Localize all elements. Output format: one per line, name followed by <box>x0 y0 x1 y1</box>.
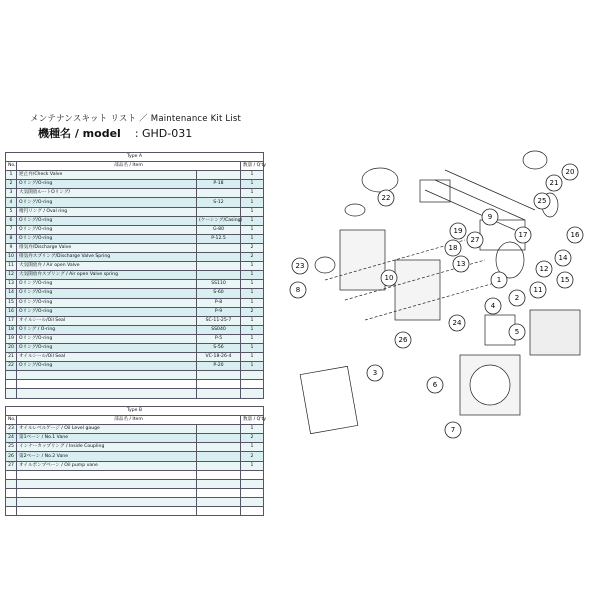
row-no: 20 <box>6 343 17 352</box>
row-name: Oリング/O-ring <box>17 362 197 371</box>
row-name: オイルレベルゲージ / Oil Level gauge <box>17 425 197 434</box>
callout-label: 20 <box>565 168 575 176</box>
row-qty: 1 <box>241 425 264 434</box>
col-no: No. <box>6 416 17 425</box>
table-row <box>6 207 264 216</box>
table-row <box>6 307 264 316</box>
table-row <box>6 262 264 271</box>
row-item: S-60 <box>197 289 241 298</box>
gauge-shape <box>315 257 335 273</box>
table-row <box>6 343 264 352</box>
row-name: Oリング/O-ring <box>17 198 197 207</box>
table-row <box>6 461 264 470</box>
row-no: 9 <box>6 243 17 252</box>
row-item <box>197 497 241 506</box>
row-item: P-8 <box>197 298 241 307</box>
row-qty: 1 <box>241 362 264 371</box>
model-label: 機種名 / model <box>38 127 121 140</box>
oring-shape <box>523 151 547 169</box>
row-qty: 1 <box>241 280 264 289</box>
table-row <box>6 316 264 325</box>
callout-label: 5 <box>514 328 520 336</box>
row-name: オイルシール/Oil Seal <box>17 316 197 325</box>
row-qty: 1 <box>241 443 264 452</box>
callout-label: 19 <box>453 227 463 235</box>
table-row <box>6 216 264 225</box>
casing-shape <box>395 260 440 320</box>
col-name: 部品名 / Item <box>17 416 241 425</box>
row-qty: 1 <box>241 262 264 271</box>
row-no: 10 <box>6 253 17 262</box>
callout-label: 17 <box>518 231 528 239</box>
row-qty <box>241 389 264 398</box>
row-item: SC-11-25-7 <box>197 316 241 325</box>
type-a-rows <box>6 171 264 398</box>
row-item: P-5 <box>197 334 241 343</box>
callout-label: 16 <box>570 231 580 239</box>
row-no <box>6 497 17 506</box>
callout-label: 18 <box>448 244 458 252</box>
row-name: Oリング/O-ring <box>17 334 197 343</box>
callout-label: 26 <box>398 336 408 344</box>
row-name: Oリング/O-ring <box>17 307 197 316</box>
row-qty <box>241 380 264 389</box>
row-qty: 1 <box>241 198 264 207</box>
callout-label: 10 <box>384 274 394 282</box>
row-item <box>197 488 241 497</box>
table-row <box>6 280 264 289</box>
callout-label: 27 <box>470 236 480 244</box>
row-name: 大気開放ルートOリング/ <box>17 189 197 198</box>
row-no: 24 <box>6 434 17 443</box>
row-qty <box>241 470 264 479</box>
cover-shape <box>420 180 450 202</box>
row-name: オイルシール/Oil Seal <box>17 353 197 362</box>
row-qty: 1 <box>241 207 264 216</box>
row-name <box>17 389 197 398</box>
row-name: 排気弁スプリング/Discharge Valve Spring <box>17 253 197 262</box>
row-item <box>197 389 241 398</box>
row-qty: 1 <box>241 180 264 189</box>
row-item <box>197 479 241 488</box>
table-row <box>6 362 264 371</box>
type-b-title: Type B <box>6 407 264 416</box>
row-item: P-12.5 <box>197 234 241 243</box>
row-item: P-20 <box>197 362 241 371</box>
row-item: P-18 <box>197 180 241 189</box>
row-name <box>17 507 197 516</box>
blank-row <box>6 488 264 497</box>
row-qty: 2 <box>241 243 264 252</box>
row-no: 17 <box>6 316 17 325</box>
row-qty: 1 <box>241 325 264 334</box>
blank-row <box>6 380 264 389</box>
row-qty: 1 <box>241 334 264 343</box>
row-name: 逆止弁/Check Valve <box>17 171 197 180</box>
row-item <box>197 253 241 262</box>
row-name <box>17 470 197 479</box>
row-no: 16 <box>6 307 17 316</box>
table-row <box>6 353 264 362</box>
model-value: : GHD-031 <box>134 127 193 140</box>
row-name: Oリング/O-ring <box>17 216 197 225</box>
exploded-parts-diagram <box>285 140 595 460</box>
row-item <box>197 507 241 516</box>
row-name: Oリング/O-ring <box>17 280 197 289</box>
col-qty: 数量 / Q'ty <box>241 416 264 425</box>
row-item <box>197 189 241 198</box>
row-name <box>17 380 197 389</box>
callout-label: 12 <box>539 265 549 273</box>
row-item: SS040 <box>197 325 241 334</box>
row-item: P-9 <box>197 307 241 316</box>
row-no <box>6 371 17 380</box>
pump-head-shape <box>340 230 385 290</box>
row-name: Oリング/O-ring <box>17 298 197 307</box>
row-no <box>6 470 17 479</box>
row-name: Oリング / O-ring <box>17 325 197 334</box>
callout-label: 9 <box>487 213 493 221</box>
callout-label: 7 <box>450 426 456 434</box>
callout-label: 6 <box>432 381 438 389</box>
row-item <box>197 371 241 380</box>
row-item: S-12 <box>197 198 241 207</box>
row-no: 23 <box>6 425 17 434</box>
table-row <box>6 334 264 343</box>
row-name: 第1ベーン / No.1 Vane <box>17 434 197 443</box>
type-a-title: Type A <box>6 153 264 162</box>
row-name: Oリング/O-ring <box>17 225 197 234</box>
blank-row <box>6 371 264 380</box>
table-row <box>6 443 264 452</box>
row-name: 第2ベーン / No.2 Vane <box>17 452 197 461</box>
row-qty: 2 <box>241 452 264 461</box>
blank-row <box>6 479 264 488</box>
row-qty: 1 <box>241 271 264 280</box>
row-name <box>17 371 197 380</box>
blank-row <box>6 507 264 516</box>
row-no <box>6 479 17 488</box>
row-qty: 1 <box>241 343 264 352</box>
row-no: 18 <box>6 325 17 334</box>
row-no <box>6 507 17 516</box>
valve-cap-shape <box>345 204 365 216</box>
table-row <box>6 289 264 298</box>
row-item <box>197 452 241 461</box>
callout-label: 15 <box>560 276 570 284</box>
row-qty: 2 <box>241 307 264 316</box>
row-qty <box>241 488 264 497</box>
table-row <box>6 325 264 334</box>
callout-label: 1 <box>496 276 502 284</box>
row-item: VC-18-26-4 <box>197 353 241 362</box>
row-item <box>197 470 241 479</box>
row-no: 6 <box>6 216 17 225</box>
callout-label: 4 <box>490 302 496 310</box>
callout-label: 21 <box>549 179 559 187</box>
row-no: 19 <box>6 334 17 343</box>
row-item <box>197 271 241 280</box>
type-a-table <box>5 152 267 399</box>
callout-label: 11 <box>533 286 543 294</box>
row-item <box>197 425 241 434</box>
col-qty: 数量 / Q'ty <box>241 162 264 171</box>
row-no: 21 <box>6 353 17 362</box>
row-name <box>17 488 197 497</box>
col-name: 部品名 / Item <box>17 162 241 171</box>
table-row <box>6 234 264 243</box>
row-qty: 1 <box>241 225 264 234</box>
row-name: 大気開放弁 / Air open Valve <box>17 262 197 271</box>
table-row <box>6 425 264 434</box>
row-qty <box>241 371 264 380</box>
row-name: 楕円リング / Oval ring <box>17 207 197 216</box>
row-no: 3 <box>6 189 17 198</box>
callout-label: 14 <box>558 254 568 262</box>
table-row <box>6 243 264 252</box>
row-no: 14 <box>6 289 17 298</box>
row-qty: 1 <box>241 353 264 362</box>
row-item <box>197 171 241 180</box>
row-no: 22 <box>6 362 17 371</box>
row-item <box>197 434 241 443</box>
col-no: No. <box>6 162 17 171</box>
row-name <box>17 479 197 488</box>
callout-label: 25 <box>537 197 547 205</box>
table-row <box>6 434 264 443</box>
callout-label: 3 <box>372 369 378 377</box>
row-no: 8 <box>6 234 17 243</box>
row-no: 2 <box>6 180 17 189</box>
table-row <box>6 271 264 280</box>
row-qty: 1 <box>241 171 264 180</box>
row-name: Oリング/O-ring <box>17 343 197 352</box>
table-row <box>6 198 264 207</box>
row-no: 1 <box>6 171 17 180</box>
row-name: Oリング/O-ring <box>17 289 197 298</box>
row-name: インナーカップリング / Inside Coupling <box>17 443 197 452</box>
callout-label: 22 <box>381 194 391 202</box>
callout-label: 8 <box>295 286 301 294</box>
row-item: (ケーシング/Casing) <box>197 216 241 225</box>
callout-label: 2 <box>514 294 520 302</box>
model-line <box>38 125 192 141</box>
motor-shape <box>530 310 580 355</box>
row-no: 25 <box>6 443 17 452</box>
row-qty: 1 <box>241 234 264 243</box>
table-row <box>6 180 264 189</box>
row-name: 大気開放弁スプリング / Air open Valve spring <box>17 271 197 280</box>
table-row <box>6 253 264 262</box>
gasket-shape <box>300 366 358 433</box>
row-qty <box>241 507 264 516</box>
row-qty: 1 <box>241 316 264 325</box>
callout-label: 24 <box>452 319 462 327</box>
row-no <box>6 380 17 389</box>
row-qty <box>241 497 264 506</box>
ring-shape <box>362 168 398 192</box>
row-name: Oリング/O-ring <box>17 180 197 189</box>
table-row <box>6 189 264 198</box>
row-item <box>197 380 241 389</box>
blank-row <box>6 497 264 506</box>
row-item <box>197 262 241 271</box>
row-no: 4 <box>6 198 17 207</box>
base-bore-shape <box>470 365 510 405</box>
row-item: SS110 <box>197 280 241 289</box>
row-item <box>197 243 241 252</box>
row-item: S-56 <box>197 343 241 352</box>
table-row <box>6 298 264 307</box>
row-item: G-80 <box>197 225 241 234</box>
row-name: Oリング/O-ring <box>17 234 197 243</box>
row-qty: 1 <box>241 189 264 198</box>
row-no: 27 <box>6 461 17 470</box>
blank-row <box>6 470 264 479</box>
row-name: オイルポンプベーン / Oil pump vane <box>17 461 197 470</box>
row-item <box>197 207 241 216</box>
row-qty: 1 <box>241 298 264 307</box>
row-no: 12 <box>6 271 17 280</box>
blank-row <box>6 389 264 398</box>
row-no: 15 <box>6 298 17 307</box>
row-item <box>197 443 241 452</box>
row-no: 5 <box>6 207 17 216</box>
row-qty: 1 <box>241 461 264 470</box>
row-no <box>6 488 17 497</box>
row-qty: 2 <box>241 253 264 262</box>
row-no <box>6 389 17 398</box>
row-no: 26 <box>6 452 17 461</box>
table-row <box>6 225 264 234</box>
row-qty: 2 <box>241 434 264 443</box>
row-no: 13 <box>6 280 17 289</box>
row-qty: 1 <box>241 289 264 298</box>
type-b-table <box>5 406 267 516</box>
kit-list-title: メンテナンスキット リスト ／ Maintenance Kit List <box>30 114 242 124</box>
row-item <box>197 461 241 470</box>
row-name <box>17 497 197 506</box>
row-qty <box>241 479 264 488</box>
callout-label: 13 <box>456 260 466 268</box>
type-b-rows <box>6 425 264 516</box>
table-row <box>6 171 264 180</box>
row-name: 排気弁/Discharge Valve <box>17 243 197 252</box>
row-no: 7 <box>6 225 17 234</box>
table-row <box>6 452 264 461</box>
row-qty: 1 <box>241 216 264 225</box>
row-no: 11 <box>6 262 17 271</box>
callout-label: 23 <box>295 262 305 270</box>
